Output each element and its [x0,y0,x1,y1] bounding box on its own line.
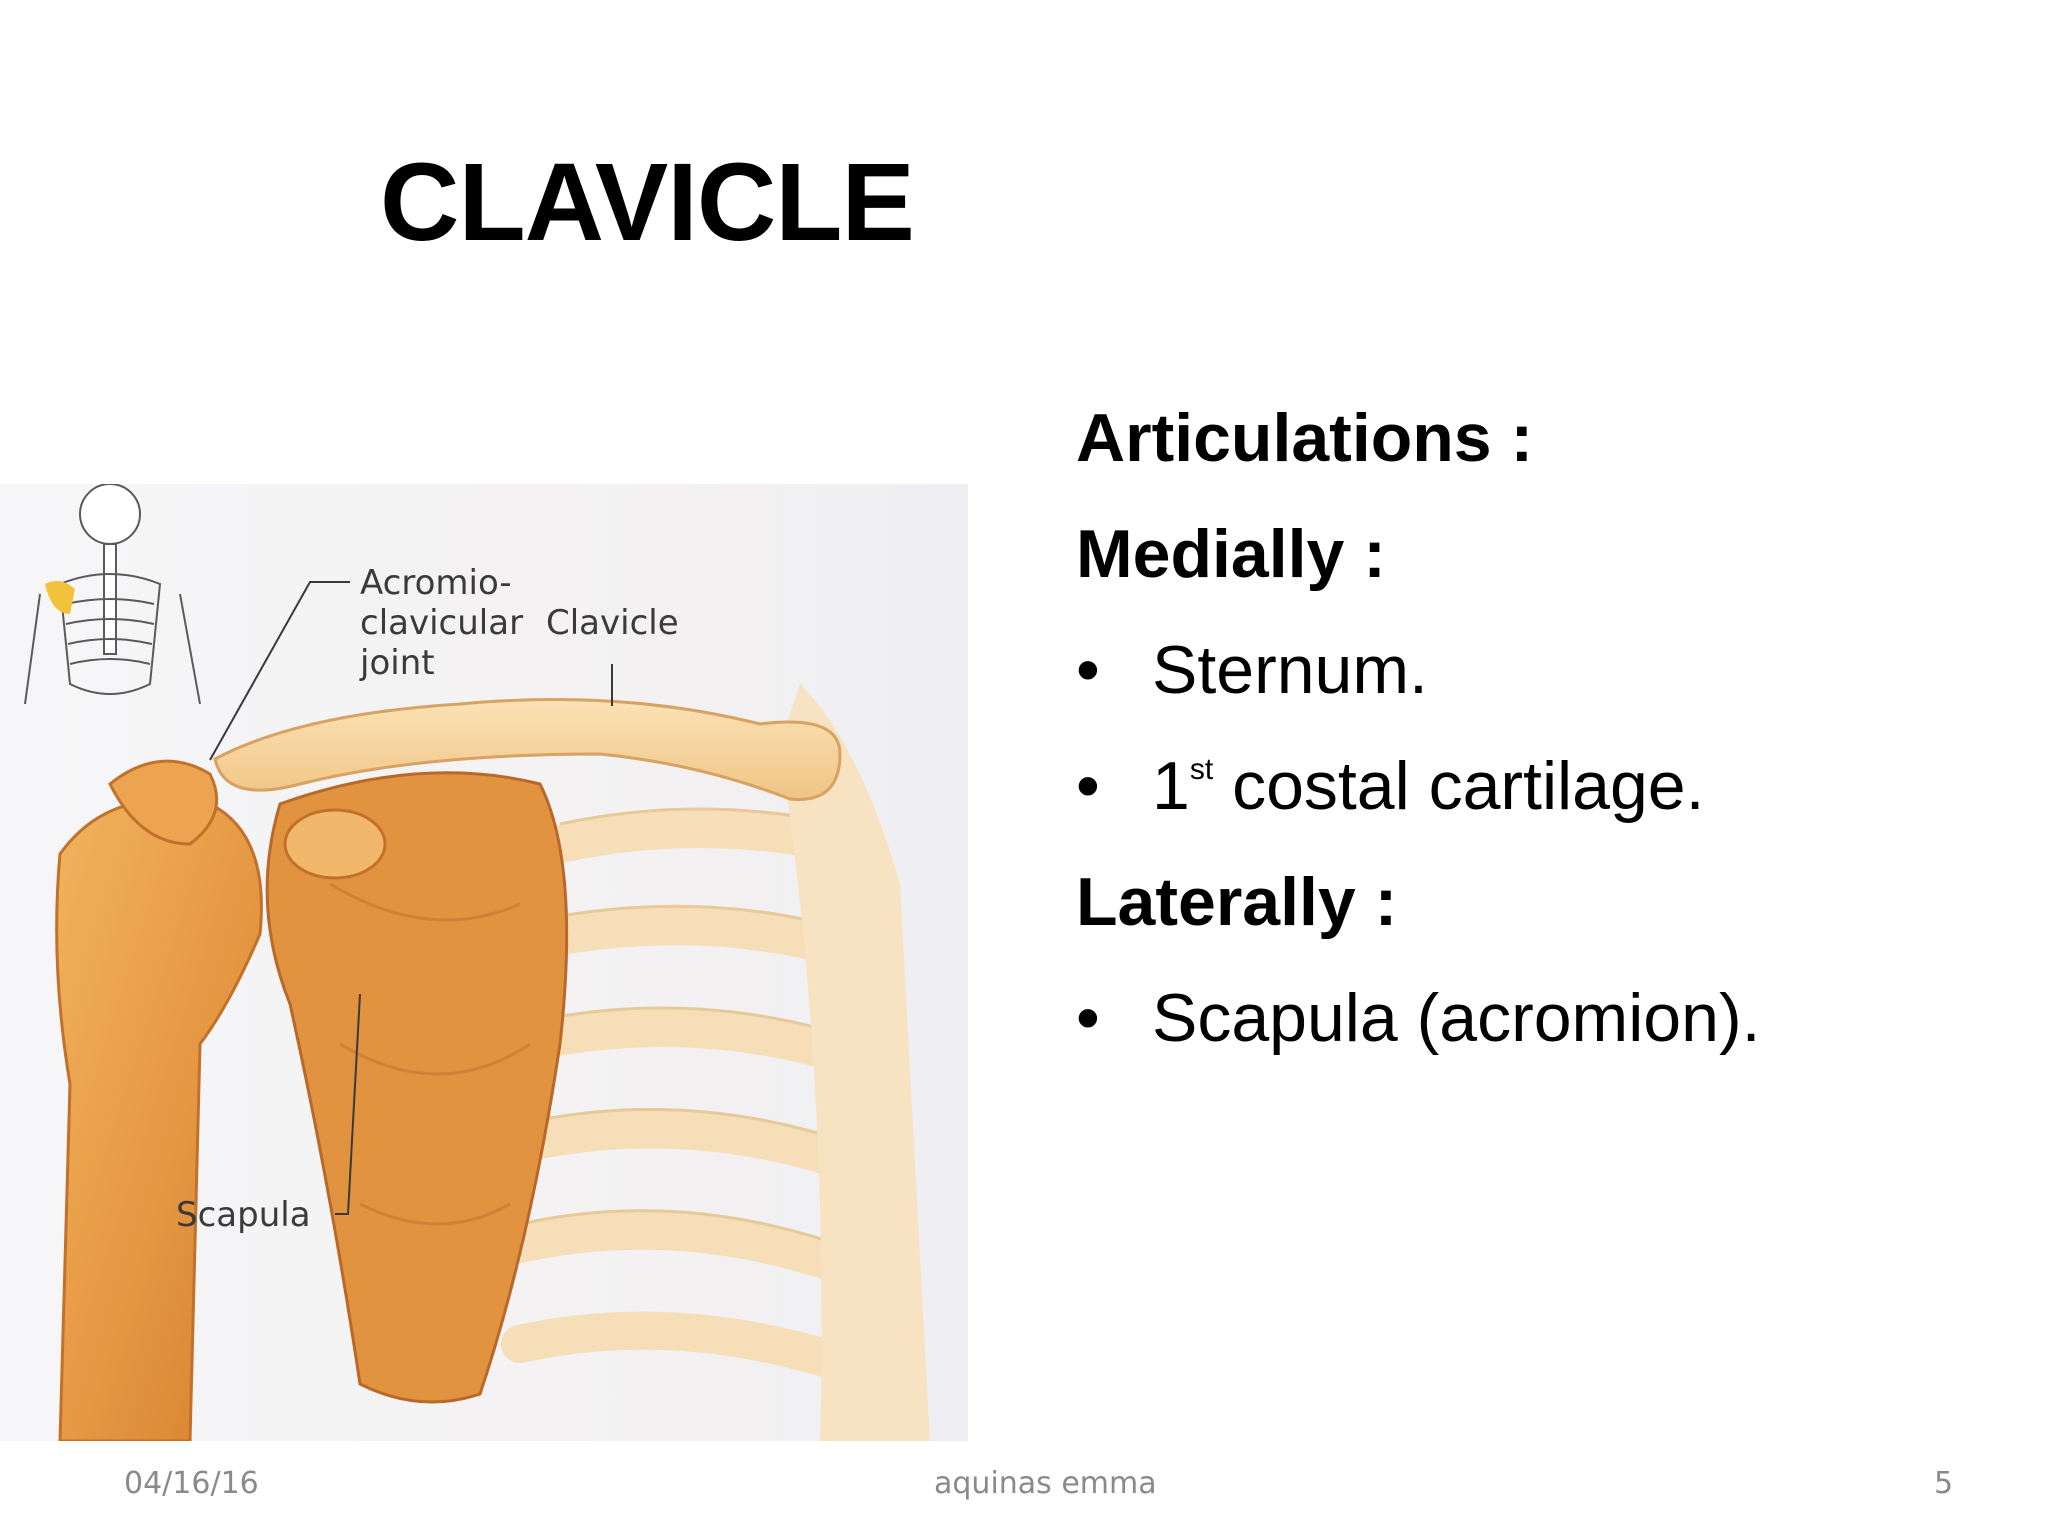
footer-page-number: 5 [1934,1466,1954,1501]
bullet-text-sternum: Sternum. [1152,632,1428,708]
label-acromio-line1: Acromio- [360,563,512,603]
slide-title: CLAVICLE [380,141,914,264]
bullet-text-scapula: Scapula (acromion). [1152,980,1761,1056]
articulations-content [1076,380,1976,1076]
bullet-scapula [1076,960,1976,1076]
label-clavicle: Clavicle [546,603,679,643]
bullet-dot: • [1076,748,1100,824]
footer-author: aquinas emma [934,1466,1157,1501]
bullet-costal-cartilage [1076,728,1976,844]
label-scapula: Scapula [176,1195,311,1235]
bullet-sternum [1076,612,1976,728]
label-acromio-line2: clavicular [360,603,524,643]
heading-laterally: Laterally : [1076,864,1398,940]
bullet-dot: • [1076,632,1100,708]
shoulder-anatomy-illustration [0,484,968,1441]
costal-number: 1 [1152,748,1190,824]
footer-date: 04/16/16 [124,1466,259,1501]
heading-articulations: Articulations : [1076,400,1534,476]
costal-superscript: st [1189,753,1214,786]
label-acromio-line3: joint [360,643,435,683]
costal-text: costal cartilage. [1213,748,1705,824]
heading-medially: Medially : [1076,516,1386,592]
bullet-dot: • [1076,980,1100,1056]
